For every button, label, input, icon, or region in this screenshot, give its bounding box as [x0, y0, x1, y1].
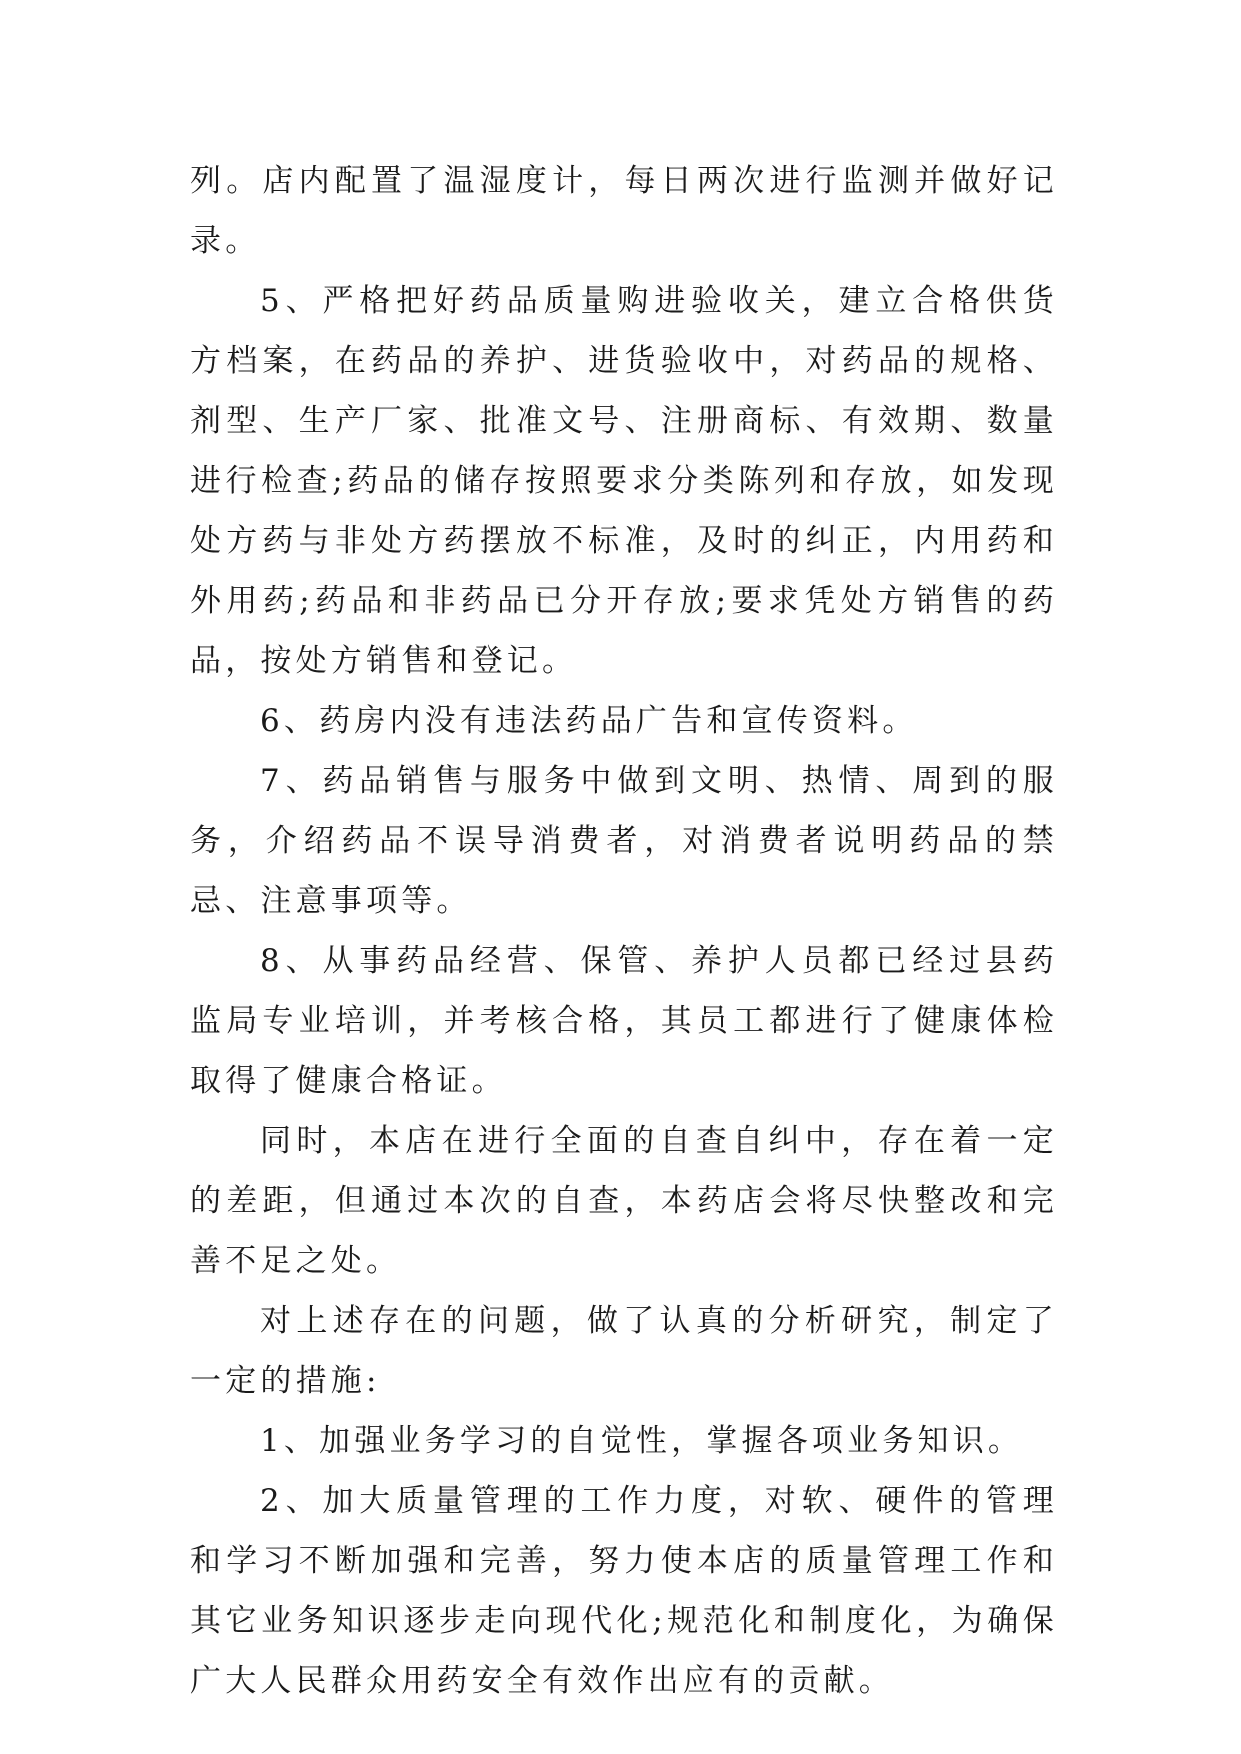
document-body: [190, 151, 1058, 1711]
paragraph-self-inspection: 同时，本店在进行全面的自查自纠中，存在着一定的差距，但通过本次的自查，本药店会将尽快整改和完善不足之处。: [190, 1123, 1058, 1279]
paragraph-continuation: 列。店内配置了温湿度计，每日两次进行监测并做好记录。: [190, 163, 1058, 259]
paragraph-item-6: 6、药房内没有违法药品广告和宣传资料。: [260, 703, 918, 739]
paragraph-item-5: 5、严格把好药品质量购进验收关，建立合格供货方档案，在药品的养护、进货验收中，对药品的规格、剂型、生产厂家、批准文号、注册商标、有效期、数量进行检查;药品的储存按照要求分类陈列和存放，如发现处方药与非处方药摆放不标准，及时的纠正，内用药和外用药;药品和非药品已分开存放;要求凭处方销售的药品，按处方销售和登记。: [190, 283, 1058, 679]
paragraph-measures-intro: 对上述存在的问题，做了认真的分析研究，制定了一定的措施:: [190, 1303, 1058, 1399]
paragraph-item-8: 8、从事药品经营、保管、养护人员都已经过县药监局专业培训，并考核合格，其员工都进行了健康体检取得了健康合格证。: [190, 943, 1058, 1099]
paragraph-item-7: 7、药品销售与服务中做到文明、热情、周到的服务，介绍药品不误导消费者，对消费者说明药品的禁忌、注意事项等。: [190, 763, 1058, 919]
paragraph-measure-1: 1、加强业务学习的自觉性，掌握各项业务知识。: [260, 1423, 1024, 1459]
paragraph-measure-2: 2、加大质量管理的工作力度，对软、硬件的管理和学习不断加强和完善，努力使本店的质量管理工作和其它业务知识逐步走向现代化;规范化和制度化，为确保广大人民群众用药安全有效作出应有的贡献。: [190, 1483, 1058, 1699]
